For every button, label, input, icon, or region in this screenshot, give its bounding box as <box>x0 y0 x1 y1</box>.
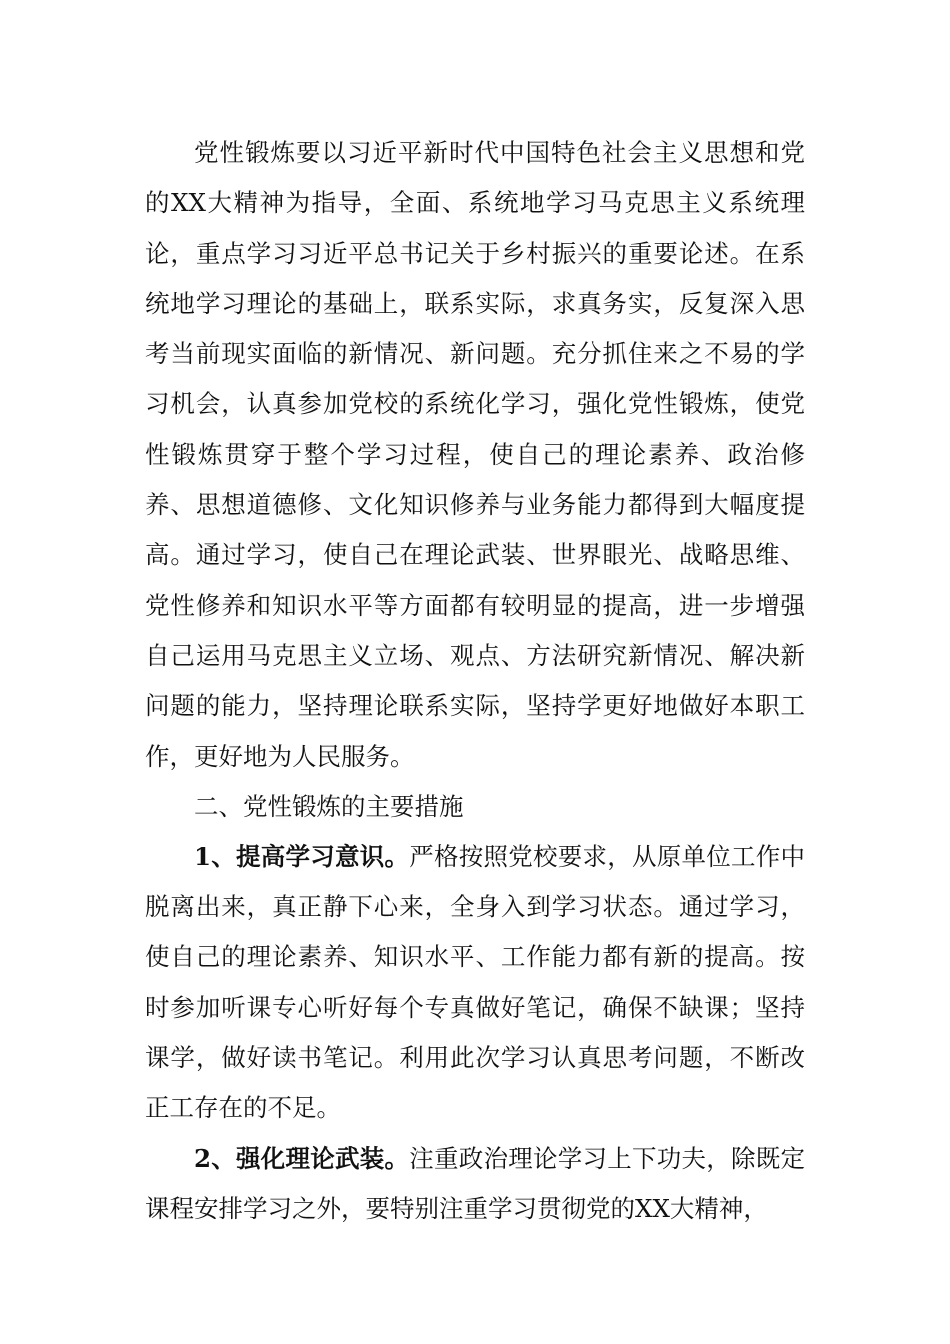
measure-1-title: 1、提高学习意识。 <box>194 841 410 871</box>
measure-1-text: 严格按照党校要求，从原单位工作中脱离出来，真正静下心来，全身入到学习状态。通过学习，使自己的理论素养、知识水平、工作能力都有新的提高。按时参加听课专心听好每个专真做好笔记，确保不缺课；坚持课学，做好读书笔记。利用此次学习认真思考问题，不断改正工存在的不足。 <box>145 841 806 1123</box>
paragraph-measure-2 <box>145 1134 805 1235</box>
measure-2-title: 2、强化理论武装。 <box>194 1143 410 1173</box>
paragraph-measure-1 <box>145 832 805 1134</box>
section-heading-text: 二、党性锻炼的主要措施 <box>194 791 464 821</box>
document-body <box>145 128 805 1234</box>
paragraph-text: 党性锻炼要以习近平新时代中国特色社会主义思想和党的XX大精神为指导，全面、系统地学习马克思主义系统理论，重点学习习近平总书记关于乡村振兴的重要论述。在系统地学习理论的基础上，联系实际，求真务实，反复深入思考当前现实面临的新情况、新问题。充分抓住来之不易的学习机会，认真参加党校的系统化学习，强化党性锻炼，使党性锻炼贯穿于整个学习过程，使自己的理论素养、政治修养、思想道德修、文化知识修养与业务能力都得到大幅度提高。通过学习，使自己在理论武装、世界眼光、战略思维、党性修养和知识水平等方面都有较明显的提高，进一步增强自己运用马克思主义立场、观点、方法研究新情况、解决新问题的能力，坚持理论联系实际，坚持学更好地做好本职工作，更好地为人民服务。 <box>145 138 805 771</box>
section-heading-main-measures <box>145 782 805 832</box>
measure-2-text: 注重政治理论学习上下功夫，除既定课程安排学习之外，要特别注重学习贯彻党的XX大精神， <box>145 1143 806 1223</box>
paragraph-guiding-principle <box>145 128 805 782</box>
